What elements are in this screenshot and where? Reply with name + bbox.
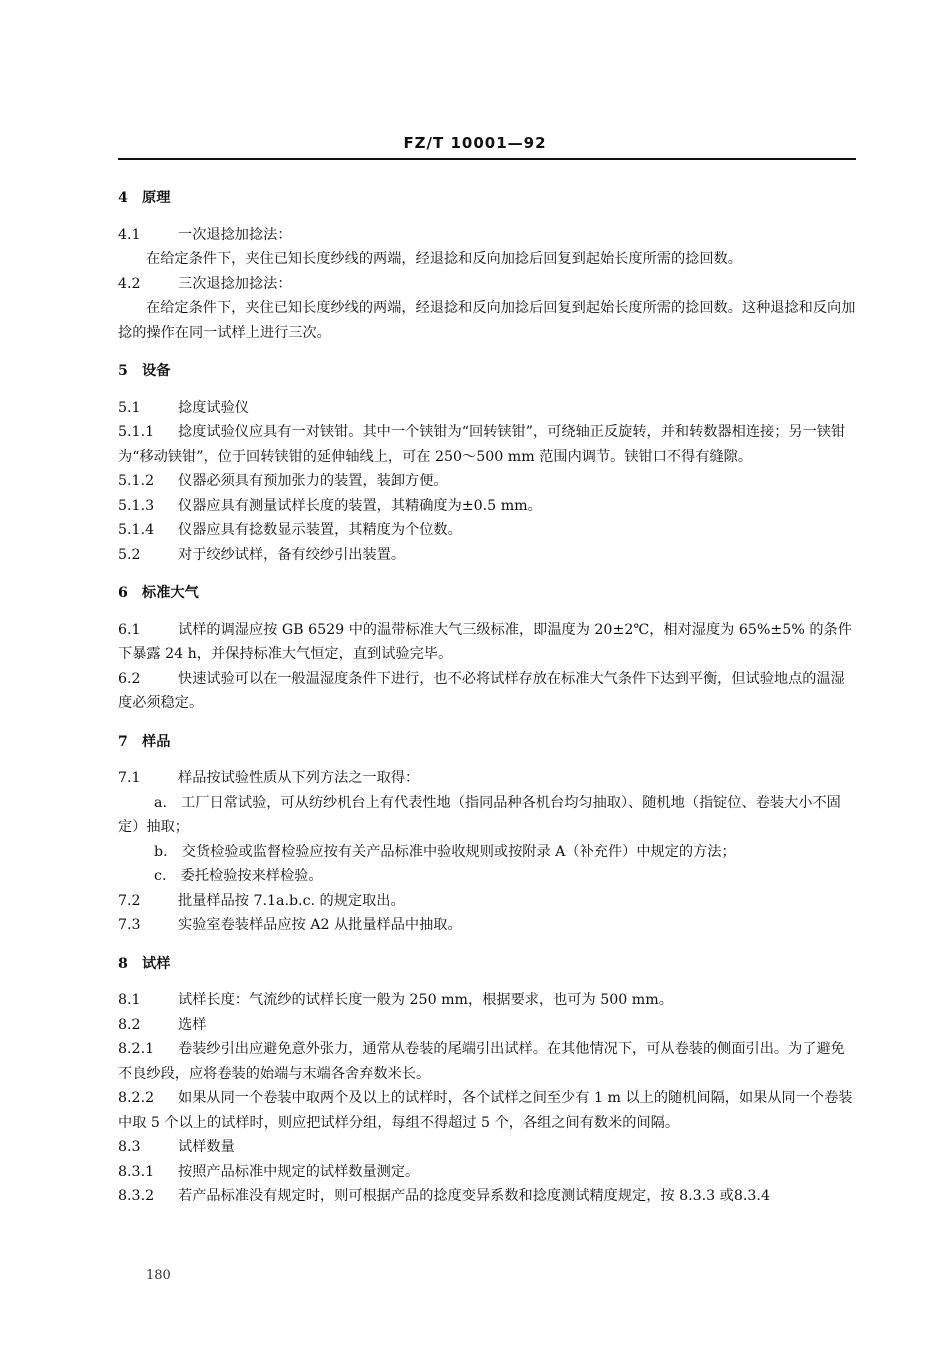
clause-5-1: 5.1 捻度试验仪	[118, 399, 249, 416]
section-heading-7: 7 样品	[118, 733, 171, 750]
clause-7-1-a: a. 工厂日常试验，可从纺纱机台上有代表性地（指同品种各机台均匀抽取）、随机地（指锭位、卷装大小不固定）抽取；	[118, 794, 841, 835]
clause-4-1: 4.1 一次退捻加捻法：	[118, 226, 292, 243]
clause-7-2: 7.2 批量样品按 7.1a.b.c. 的规定取出。	[118, 892, 405, 909]
clause-4-2: 4.2 三次退捻加捻法：	[118, 275, 292, 292]
clause-5-1-2: 5.1.2 仪器必须具有预加张力的装置，装卸方便。	[118, 473, 448, 489]
clause-4-2-text: 在给定条件下，夹住已知长度纱线的两端，经退捻和反向加捻后回复到起始长度所需的捻回数。这种退捻和反向加捻的操作在同一试样上进行三次。	[118, 300, 856, 341]
clause-8-2: 8.2 选样	[118, 1016, 207, 1033]
document-body	[118, 186, 858, 1209]
page-number: 180	[146, 1268, 171, 1283]
clause-7-1: 7.1 样品按试验性质从下列方法之一取得：	[118, 770, 420, 786]
standard-code: FZ/T 10001—92	[403, 134, 547, 152]
clause-8-2-1: 8.2.1 卷装纱引出应避免意外张力，通常从卷装的尾端引出试样。在其他情况下，可从卷装的侧面引出。为了避免不良纱段，应将卷装的始端与末端各舍弃数米长。	[118, 1041, 845, 1082]
section-heading-4: 4 原理	[118, 190, 171, 206]
clause-7-1-b: b. 交货检验或监督检验应按有关产品标准中验收规则或按附录 A（补充件）中规定的方法；	[154, 843, 736, 860]
clause-8-3: 8.3 试样数量	[118, 1139, 235, 1155]
section-heading-5: 5 设备	[118, 363, 171, 379]
clause-8-3-1: 8.3.1 按照产品标准中规定的试样数量测定。	[118, 1163, 420, 1180]
clause-6-1: 6.1 试样的调湿应按 GB 6529 中的温带标准大气三级标准，即温度为 20±2℃，相对湿度为 65%±5% 的条件下暴露 24 h，并保持标准大气恒定，直到试验完毕。	[118, 621, 852, 662]
clause-4-1-text: 在给定条件下，夹住已知长度纱线的两端，经退捻和反向加捻后回复到起始长度所需的捻回数。	[146, 251, 742, 267]
clause-8-3-2: 8.3.2 若产品标准没有规定时，则可根据产品的捻度变异系数和捻度测试精度规定，按 8.3.3 或8.3.4	[118, 1188, 770, 1204]
clause-5-1-1: 5.1.1 捻度试验仪应具有一对铗钳。其中一个铗钳为“回转铗钳”，可绕轴正反旋转，并和转数器相连接；另一铗钳为“移动铗钳”，位于回转铗钳的延伸轴线上，可在 250～500 mm 范围内调节。铗钳口不得有缝隙。	[118, 424, 846, 465]
clause-7-1-c: c. 委托检验按来样检验。	[154, 868, 323, 884]
clause-8-2-2: 8.2.2 如果从同一个卷装中取两个及以上的试样时，各个试样之间至少有 1 m 以上的随机间隔，如果从同一个卷装中取 5 个以上的试样时，则应把试样分组，每组不得超过 5 个，各组之间有数米的间隔。	[118, 1090, 853, 1131]
clause-5-1-4: 5.1.4 仪器应具有捻数显示装置，其精度为个位数。	[118, 522, 462, 538]
clause-5-2: 5.2 对于绞纱试样，备有绞纱引出装置。	[118, 546, 406, 563]
section-heading-8: 8 试样	[118, 955, 171, 972]
clause-7-3: 7.3 实验室卷装样品应按 A2 从批量样品中抽取。	[118, 917, 462, 933]
section-heading-6: 6 标准大气	[118, 585, 199, 601]
clause-6-2: 6.2 快速试验可以在一般温湿度条件下进行，也不必将试样存放在标准大气条件下达到平衡，但试验地点的温湿度必须稳定。	[118, 670, 845, 711]
clause-8-1: 8.1 试样长度：气流纱的试样长度一般为 250 mm，根据要求，也可为 500 mm。	[118, 992, 673, 1008]
clause-5-1-3: 5.1.3 仪器应具有测量试样长度的装置，其精确度为±0.5 mm。	[118, 497, 542, 514]
header-rule	[118, 158, 856, 160]
